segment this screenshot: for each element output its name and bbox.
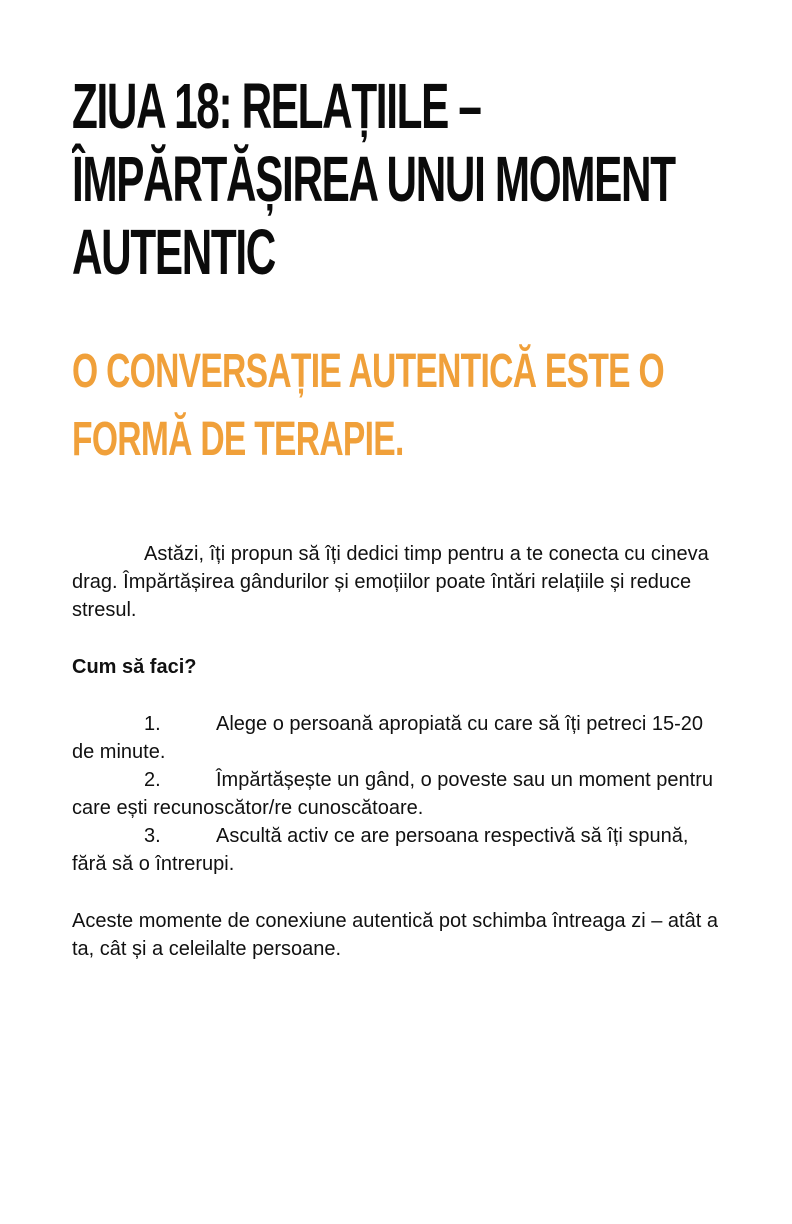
step-text: Împărtășește un gând, o poveste sau un moment pentru care ești recunoscător/re cunoscătoare. (72, 769, 713, 819)
body-text (72, 540, 722, 963)
how-heading: Cum să faci? (72, 656, 197, 678)
subtitle-line: O CONVERSAȚIE AUTENTICĂ ESTE O (72, 345, 664, 398)
step-number: 1. (144, 713, 161, 735)
title-line: AUTENTIC (72, 216, 275, 288)
list-item (72, 822, 722, 878)
list-item (72, 766, 722, 822)
step-number: 2. (144, 769, 161, 791)
title-line: ÎMPĂRTĂȘIREA UNUI MOMENT (72, 143, 675, 215)
subtitle-block (72, 338, 722, 498)
page-title (72, 70, 722, 289)
subtitle (72, 338, 702, 474)
intro-text: Astăzi, îți propun să îți dedici timp pentru a te conecta cu cineva drag. Împărtășirea gândurilor și emoțiilor poate întări relațiile și reduce stresul. (72, 543, 709, 621)
page (72, 70, 722, 963)
title-line: ZIUA 18: RELAȚIILE – (72, 70, 481, 142)
closing-paragraph: Aceste momente de conexiune autentică pot schimba întreaga zi – atât a ta, cât și a celeilalte persoane. (72, 910, 718, 960)
step-text: Alege o persoană apropiată cu care să îți petreci 15-20 de minute. (72, 713, 703, 763)
title-block (72, 70, 722, 320)
list-item (72, 710, 722, 766)
intro-paragraph (72, 540, 722, 624)
step-number: 3. (144, 825, 161, 847)
subtitle-line: FORMĂ DE TERAPIE. (72, 413, 404, 466)
step-text: Ascultă activ ce are persoana respectivă să îți spună, fără să o întrerupi. (72, 825, 689, 875)
